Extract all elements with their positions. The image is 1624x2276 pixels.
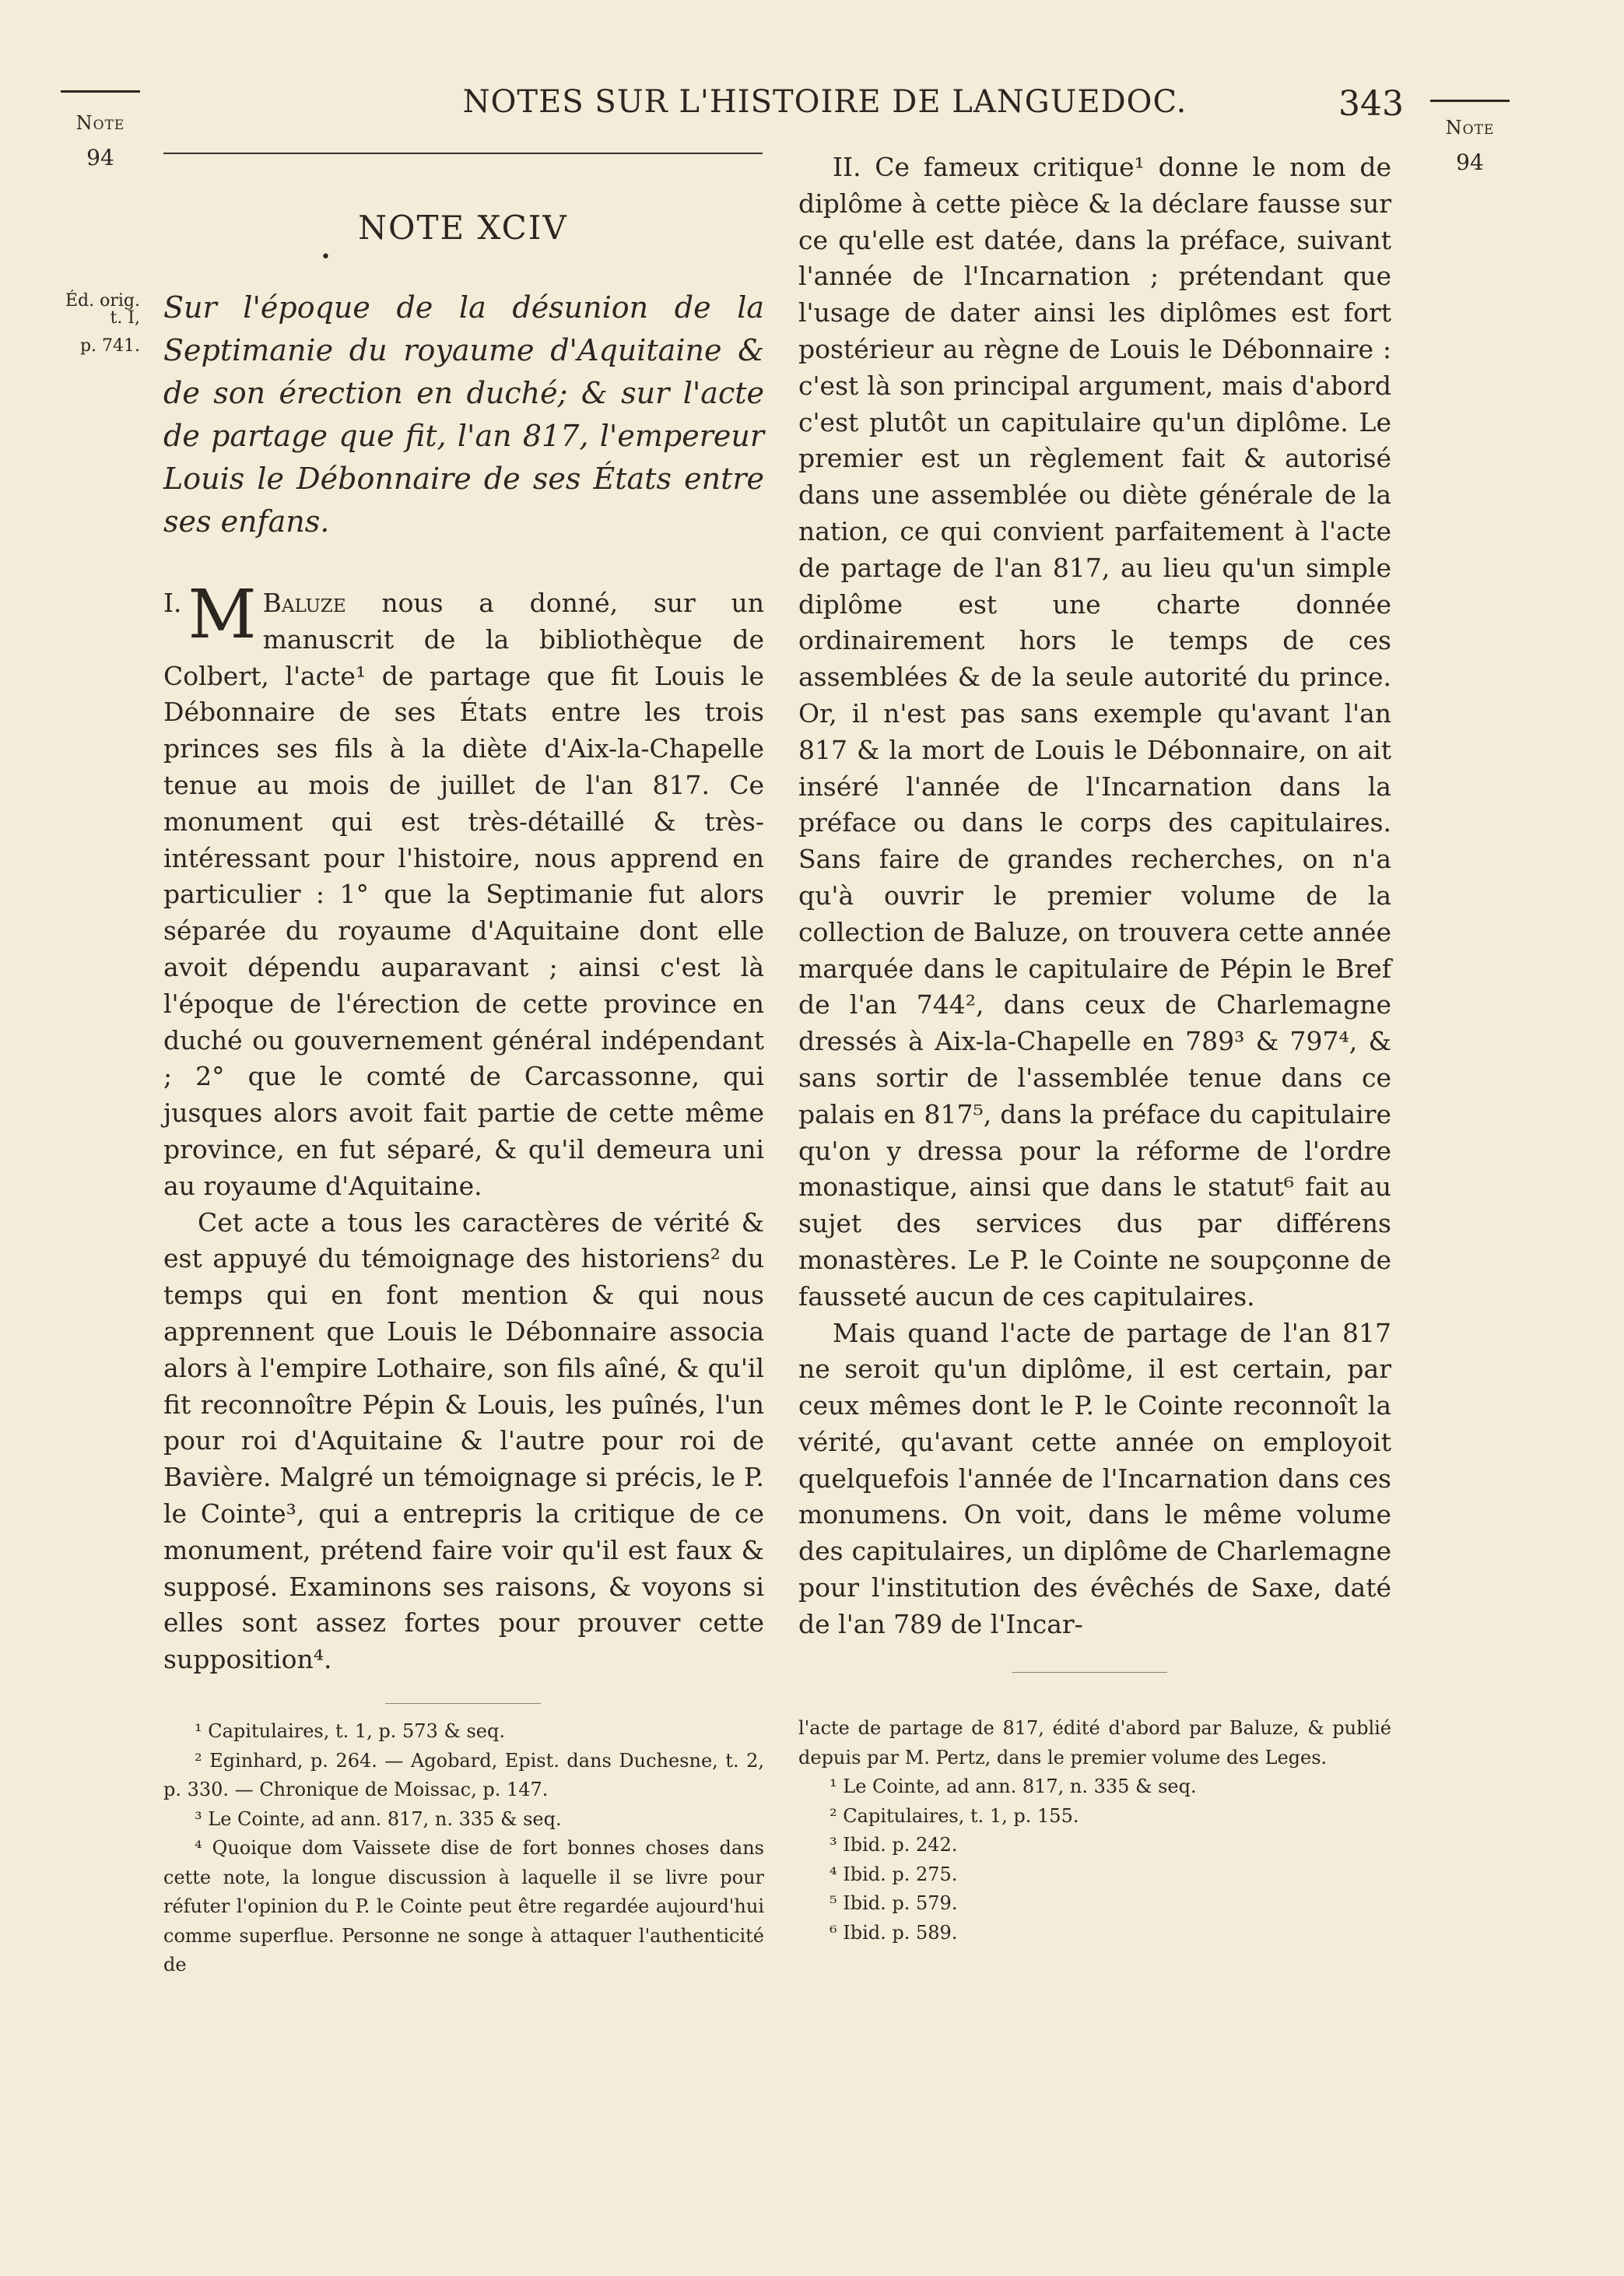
edition-reference-line-1: Éd. orig. <box>65 291 140 311</box>
right-footnotes <box>798 1714 1391 1948</box>
right-footnote-continuation: l'acte de partage de 817, édité d'abord par Baluze, & publié depuis par M. Pertz, dans le premier volume des Leges. <box>798 1717 1391 1768</box>
edition-reference-line-3: p. 741. <box>79 336 140 356</box>
right-footnote-1: ¹ Le Cointe, ad ann. 817, n. 335 & seq. <box>830 1775 1197 1797</box>
note-title: NOTE XCIV <box>358 209 568 247</box>
right-footnote-2: ² Capitulaires, t. 1, p. 155. <box>830 1804 1079 1827</box>
edition-reference <box>62 293 140 355</box>
edition-reference-line-2: t. I, <box>110 308 140 328</box>
right-footnote-5: ⁵ Ibid. p. 579. <box>830 1892 958 1914</box>
right-paragraph-1: II. Ce fameux critique¹ donne le nom de diplôme à cette pièce & la déclare fausse sur ce qu'elle est datée, dans la préface, suivant l'année de l'Incarnation ; prétendant que l'usage de dater ainsi les diplômes est fort postérieur au règne de Louis le Débonnaire : c'est là son principal argument, mais d'abord c'est plutôt un capitulaire qu'un diplôme. Le premier est un règlement fait & autorisé dans une assemblée ou diète générale de la nation, ce qui convient parfaitement à l'acte de partage de l'an 817, au lieu qu'un simple diplôme est une charte donnée ordinairement hors le temps de ces assemblées & de la seule autorité du prince. Or, il n'est pas sans exemple qu'avant l'an 817 & la mort de Louis le Débonnaire, on ait inséré l'année de l'Incarnation dans la préface ou dans le corps des capitulaires. Sans faire de grandes recherches, on n'a qu'à ouvrir le premier volume de la collection de Baluze, on trouvera cette année marquée dans le capitulaire de Pépin le Bref de l'an 744², dans ceux de Charlemagne dressés à Aix-la-Chapelle en 789³ & 797⁴, & sans sortir de l'assemblée tenue dans ce palais en 817⁵, dans la préface du capitulaire qu'on y dressa pour la réforme de l'ordre monastique, ainsi que dans le statut⁶ fait au sujet des services dus par différens monastères. Le P. le Cointe ne soupçonne de fausseté aucun de ces capitulaires. <box>798 152 1391 1312</box>
left-paragraph-2: Cet acte a tous les caractères de vérité & est appuyé du témoignage des historiens² du temps qui en font mention & qui nous apprennent que Louis le Débonnaire associa alors à l'empire Lothaire, son fils aîné, & qu'il fit reconnoître Pépin & Louis, les puînés, l'un pour roi d'Aquitaine & l'autre pour roi de Bavière. Malgré un témoignage si précis, le P. le Cointe³, qui a entrepris la critique de ce monument, prétend faire voir qu'il est faux & supposé. Examinons ses raisons, & voyons si elles sont assez fortes pour prouver cette supposition⁴. <box>163 1206 764 1675</box>
left-footnote-3: ³ Le Cointe, ad ann. 817, n. 335 & seq. <box>195 1807 562 1830</box>
right-footnote-6: ⁶ Ibid. p. 589. <box>830 1921 958 1944</box>
left-column-body <box>163 576 764 1678</box>
note-subtitle: Sur l'époque de la désunion de la Septimanie du royaume d'Aquitaine & de son érection en duché; & sur l'acte de partage que fit, l'an 817, l'empereur Louis le Débonnaire de ses États entre ses enfans. <box>163 290 764 539</box>
right-margin-rule <box>1430 100 1510 102</box>
left-margin-note-number: 94 <box>86 145 114 170</box>
right-footnote-4: ⁴ Ibid. p. 275. <box>830 1863 958 1885</box>
ornament-mark: • <box>321 248 331 267</box>
left-footnotes <box>163 1717 764 1980</box>
left-footnote-separator <box>385 1703 541 1704</box>
left-column-header-rule <box>163 153 763 154</box>
left-margin-note-label: Note <box>75 112 125 134</box>
paragraph-number: I. <box>163 588 182 618</box>
page-number: 343 <box>1338 84 1404 124</box>
author-name-baluze: Baluze <box>262 588 346 618</box>
right-column-body <box>798 149 1391 1643</box>
right-footnote-3: ³ Ibid. p. 242. <box>830 1834 958 1856</box>
right-margin-note-number: 94 <box>1456 149 1484 175</box>
left-paragraph-1-text: nous a donné, sur un manuscrit de la bibliothèque de Colbert, l'acte¹ de partage que fit Louis le Débonnaire de ses États entre les trois princes ses fils à la diète d'Aix-la-Chapelle tenue au mois de juillet de l'an 817. Ce monument qui est très-détaillé & très-intéressant pour l'histoire, nous apprend en particulier : 1° que la Septimanie fut alors séparée du royaume d'Aquitaine dont elle avoit dépendu auparavant ; ainsi c'est là l'époque de l'érection de cette province en duché ou gouvernement général indépendant ; 2° que le comté de Carcassonne, qui jusques alors avoit fait partie de cette même province, en fut séparé, & qu'il demeura uni au royaume d'Aquitaine. <box>163 588 764 1201</box>
running-header-title: NOTES SUR L'HISTOIRE DE LANGUEDOC. <box>462 84 1187 120</box>
right-margin-note-label: Note <box>1445 117 1495 139</box>
left-footnote-1: ¹ Capitulaires, t. 1, p. 573 & seq. <box>195 1720 505 1742</box>
left-footnote-4: ⁴ Quoique dom Vaissete dise de fort bonnes choses dans cette note, la longue discussion à laquelle il se livre pour réfuter l'opinion du P. le Cointe peut être regardée aujourd'hui comme superflue. Personne ne songe à attaquer l'authenticité de <box>163 1837 764 1976</box>
left-paragraph-1 <box>163 576 764 1205</box>
left-margin-rule <box>61 90 140 93</box>
right-paragraph-2: Mais quand l'acte de partage de l'an 817 ne seroit qu'un diplôme, il est certain, par ceux mêmes dont le P. le Cointe reconnoît la vérité, qu'avant cette année on employoit quelquefois l'année de l'Incarnation dans ces monumens. On voit, dans le même volume des capitulaires, un diplôme de Charlemagne pour l'institution des évêchés de Saxe, daté de l'an 789 de l'Incar- <box>798 1317 1391 1639</box>
left-footnote-2: ² Eginhard, p. 264. — Agobard, Epist. dans Duchesne, t. 2, p. 330. — Chronique de Moissac, p. 147. <box>163 1749 764 1800</box>
right-footnote-separator <box>1012 1672 1167 1673</box>
drop-cap: M <box>188 576 257 654</box>
